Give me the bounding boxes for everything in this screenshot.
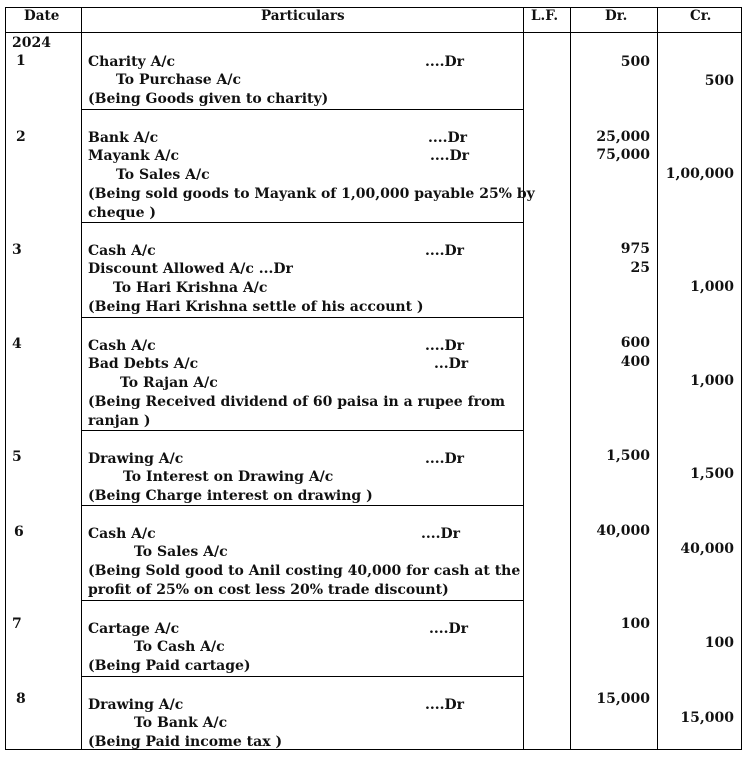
dr-marker: ....Dr	[425, 243, 465, 259]
debit-account: Drawing A/c	[88, 697, 184, 713]
dr-marker: ....Dr	[428, 130, 468, 146]
credit-account: To Bank A/c	[134, 715, 228, 731]
entry-separator	[81, 222, 524, 223]
credit-amount: 15,000	[680, 710, 734, 726]
entry-separator	[81, 505, 524, 506]
debit-account: Drawing A/c	[88, 451, 184, 467]
narration: cheque )	[88, 205, 156, 221]
debit-amount: 1,500	[606, 448, 650, 464]
header-dr: Dr.	[605, 8, 628, 24]
dr-marker: ....Dr	[421, 526, 461, 542]
debit-account: Bad Debts A/c	[88, 356, 199, 372]
debit-amount: 25,000	[596, 129, 650, 145]
debit-amount: 500	[620, 54, 650, 70]
col-divider-particulars	[523, 7, 524, 750]
debit-account: Discount Allowed A/c ...Dr	[88, 261, 293, 277]
credit-amount: 1,00,000	[665, 166, 734, 182]
entry-date: 8	[16, 691, 26, 707]
dr-marker: ....Dr	[430, 148, 470, 164]
debit-account: Cash A/c	[88, 338, 156, 354]
credit-amount: 40,000	[680, 541, 734, 557]
narration: (Being sold goods to Mayank of 1,00,000 payable 25% by	[88, 186, 535, 202]
debit-amount: 600	[620, 335, 650, 351]
dr-marker: ....Dr	[425, 697, 465, 713]
entry-date: 5	[12, 449, 22, 465]
col-divider-date	[81, 7, 82, 750]
narration: (Being Paid income tax )	[88, 734, 283, 750]
dr-marker: ...Dr	[434, 356, 469, 372]
debit-account: Cartage A/c	[88, 621, 180, 637]
table-top-border	[5, 7, 742, 8]
credit-account: To Interest on Drawing A/c	[123, 469, 334, 485]
table-right-border	[741, 7, 742, 750]
header-date: Date	[24, 8, 60, 24]
credit-account: To Sales A/c	[116, 167, 210, 183]
credit-amount: 1,000	[690, 279, 734, 295]
header-lf: L.F.	[531, 8, 559, 24]
header-divider	[5, 32, 742, 33]
debit-amount: 75,000	[596, 147, 650, 163]
dr-marker: ....Dr	[425, 54, 465, 70]
credit-account: To Purchase A/c	[116, 72, 242, 88]
narration: (Being Paid cartage)	[88, 658, 251, 674]
entry-date: 4	[12, 336, 22, 352]
dr-marker: ....Dr	[429, 621, 469, 637]
credit-account: To Rajan A/c	[120, 375, 218, 391]
narration: (Being Goods given to charity)	[88, 91, 329, 107]
narration: profit of 25% on cost less 20% trade discount)	[88, 582, 449, 598]
debit-account: Mayank A/c	[88, 148, 180, 164]
debit-amount: 40,000	[596, 523, 650, 539]
dr-marker: ....Dr	[425, 338, 465, 354]
debit-account: Cash A/c	[88, 243, 156, 259]
narration: (Being Received dividend of 60 paisa in a rupee from	[88, 394, 506, 410]
entry-separator	[81, 317, 524, 318]
credit-amount: 100	[704, 635, 734, 651]
credit-amount: 1,500	[690, 466, 734, 482]
dr-marker: ....Dr	[425, 451, 465, 467]
entry-separator	[81, 600, 524, 601]
entry-separator	[81, 109, 524, 110]
credit-account: To Cash A/c	[134, 639, 225, 655]
entry-date: 1	[16, 53, 26, 69]
col-divider-lf	[570, 7, 571, 750]
entry-date: 6	[14, 524, 24, 540]
debit-account: Charity A/c	[88, 54, 176, 70]
entry-separator	[81, 430, 524, 431]
credit-account: To Hari Krishna A/c	[113, 280, 268, 296]
credit-amount: 500	[704, 73, 734, 89]
debit-account: Cash A/c	[88, 526, 156, 542]
entry-date: 7	[12, 616, 22, 632]
narration: ranjan )	[88, 413, 151, 429]
table-left-border	[5, 7, 6, 750]
entry-date: 3	[12, 242, 22, 258]
debit-amount: 25	[630, 260, 650, 276]
narration: (Being Charge interest on drawing )	[88, 488, 373, 504]
debit-amount: 975	[620, 241, 650, 257]
debit-amount: 400	[620, 354, 650, 370]
credit-amount: 1,000	[690, 373, 734, 389]
narration: (Being Hari Krishna settle of his account )	[88, 299, 424, 315]
entry-separator	[81, 676, 524, 677]
header-cr: Cr.	[690, 8, 712, 24]
debit-amount: 100	[620, 616, 650, 632]
col-divider-dr	[657, 7, 658, 750]
narration: (Being Sold good to Anil costing 40,000 for cash at the	[88, 563, 521, 579]
header-particulars: Particulars	[261, 8, 345, 24]
entry-date: 2	[16, 129, 26, 145]
credit-account: To Sales A/c	[134, 544, 228, 560]
year-label: 2024	[12, 35, 51, 51]
debit-account: Bank A/c	[88, 130, 159, 146]
debit-amount: 15,000	[596, 691, 650, 707]
